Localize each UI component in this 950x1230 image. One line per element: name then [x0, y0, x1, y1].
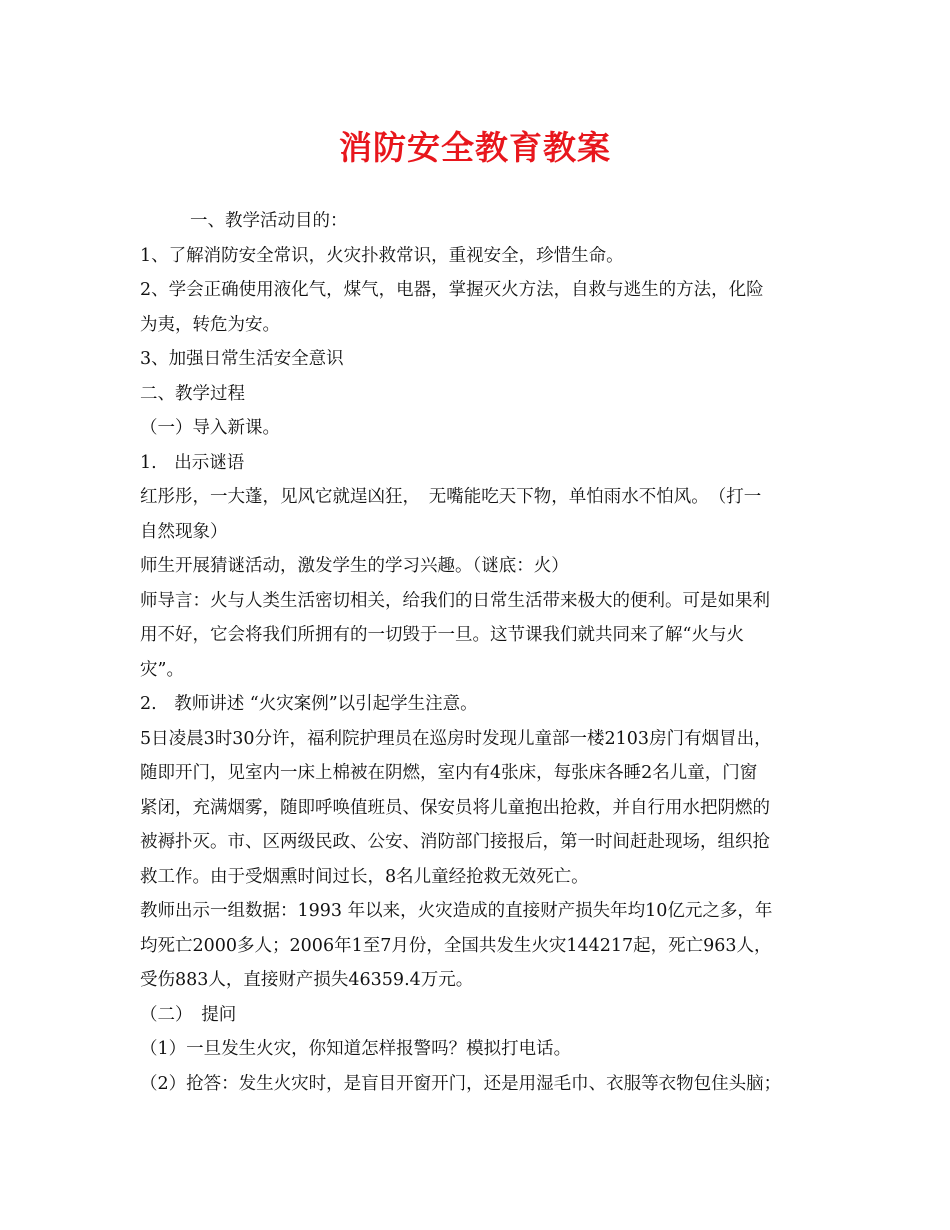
paragraph-line: 自然现象）	[140, 521, 228, 542]
paragraph-line: 1、了解消防安全常识，火灾扑救常识，重视安全，珍惜生命。	[140, 245, 624, 266]
paragraph-line: 师生开展猜谜活动，激发学生的学习兴趣。（谜底：火）	[140, 556, 569, 576]
paragraph-line: 紧闭，充满烟雾，随即呼唤值班员、保安员将儿童抱出抢救，并自行用水把阴燃的	[140, 797, 770, 818]
paragraph-line: 红彤彤，一大蓬，见风它就逞凶狂， 无嘴能吃天下物，单怕雨水不怕风。 （打一	[140, 487, 762, 507]
subsection-heading: （二） 提问	[140, 1004, 237, 1025]
paragraph-line: 教师出示一组数据：1993 年以来，火灾造成的直接财产损失年均10亿元之多，年	[140, 901, 773, 921]
paragraph-line: （2）抢答：发生火灾时，是盲目开窗开门，还是用湿毛巾、衣服等衣物包住头脑；	[140, 1073, 782, 1094]
paragraph-line: 5日凌晨3时30分许，福利院护理员在巡房时发现儿童部一楼2103房门有烟冒出，	[140, 728, 772, 749]
paragraph-line: 3、加强日常生活安全意识	[140, 349, 344, 369]
paragraph-line: 灾”。	[140, 659, 184, 680]
paragraph-line: （1）一旦发生火灾，你知道怎样报警吗？模拟打电话。	[140, 1039, 572, 1059]
section-heading-objectives: 一、教学活动目的：	[190, 211, 348, 231]
paragraph-line: 为夷，转危为安。	[140, 314, 280, 335]
paragraph-line: 2. 教师讲述 “火灾案例”以引起学生注意。	[140, 694, 478, 714]
paragraph-line: 被褥扑灭。市、区两级民政、公安、消防部门接报后，第一时间赶赴现场，组织抢	[140, 832, 770, 852]
paragraph-line: 均死亡2000多人；2006年1至7月份，全国共发生火灾144217起，死亡963人，	[140, 935, 772, 956]
paragraph-line: 1. 出示谜语	[140, 452, 245, 473]
paragraph-line: 师导言：火与人类生活密切相关，给我们的日常生活带来极大的便利。可是如果利	[140, 590, 770, 611]
paragraph-line: 随即开门，见室内一床上棉被在阴燃，室内有4张床，每张床各睡2名儿童，门窗	[140, 763, 758, 783]
paragraph-line: 2、学会正确使用液化气，煤气，电器，掌握灭火方法，自救与逃生的方法，化险	[140, 280, 764, 300]
paragraph-line: 受伤883人，直接财产损失46359.4万元。	[140, 970, 474, 990]
document-body	[140, 204, 820, 1101]
paragraph-line: 用不好，它会将我们所拥有的一切毁于一旦。这节课我们就共同来了解“火与火	[140, 625, 744, 645]
subsection-heading: （一）导入新课。	[140, 418, 280, 438]
paragraph-line: 救工作。由于受烟熏时间过长，8名儿童经抢救无效死亡。	[140, 866, 589, 887]
document-title: 消防安全教育教案	[339, 128, 611, 167]
section-heading-process: 二、教学过程	[140, 383, 245, 404]
